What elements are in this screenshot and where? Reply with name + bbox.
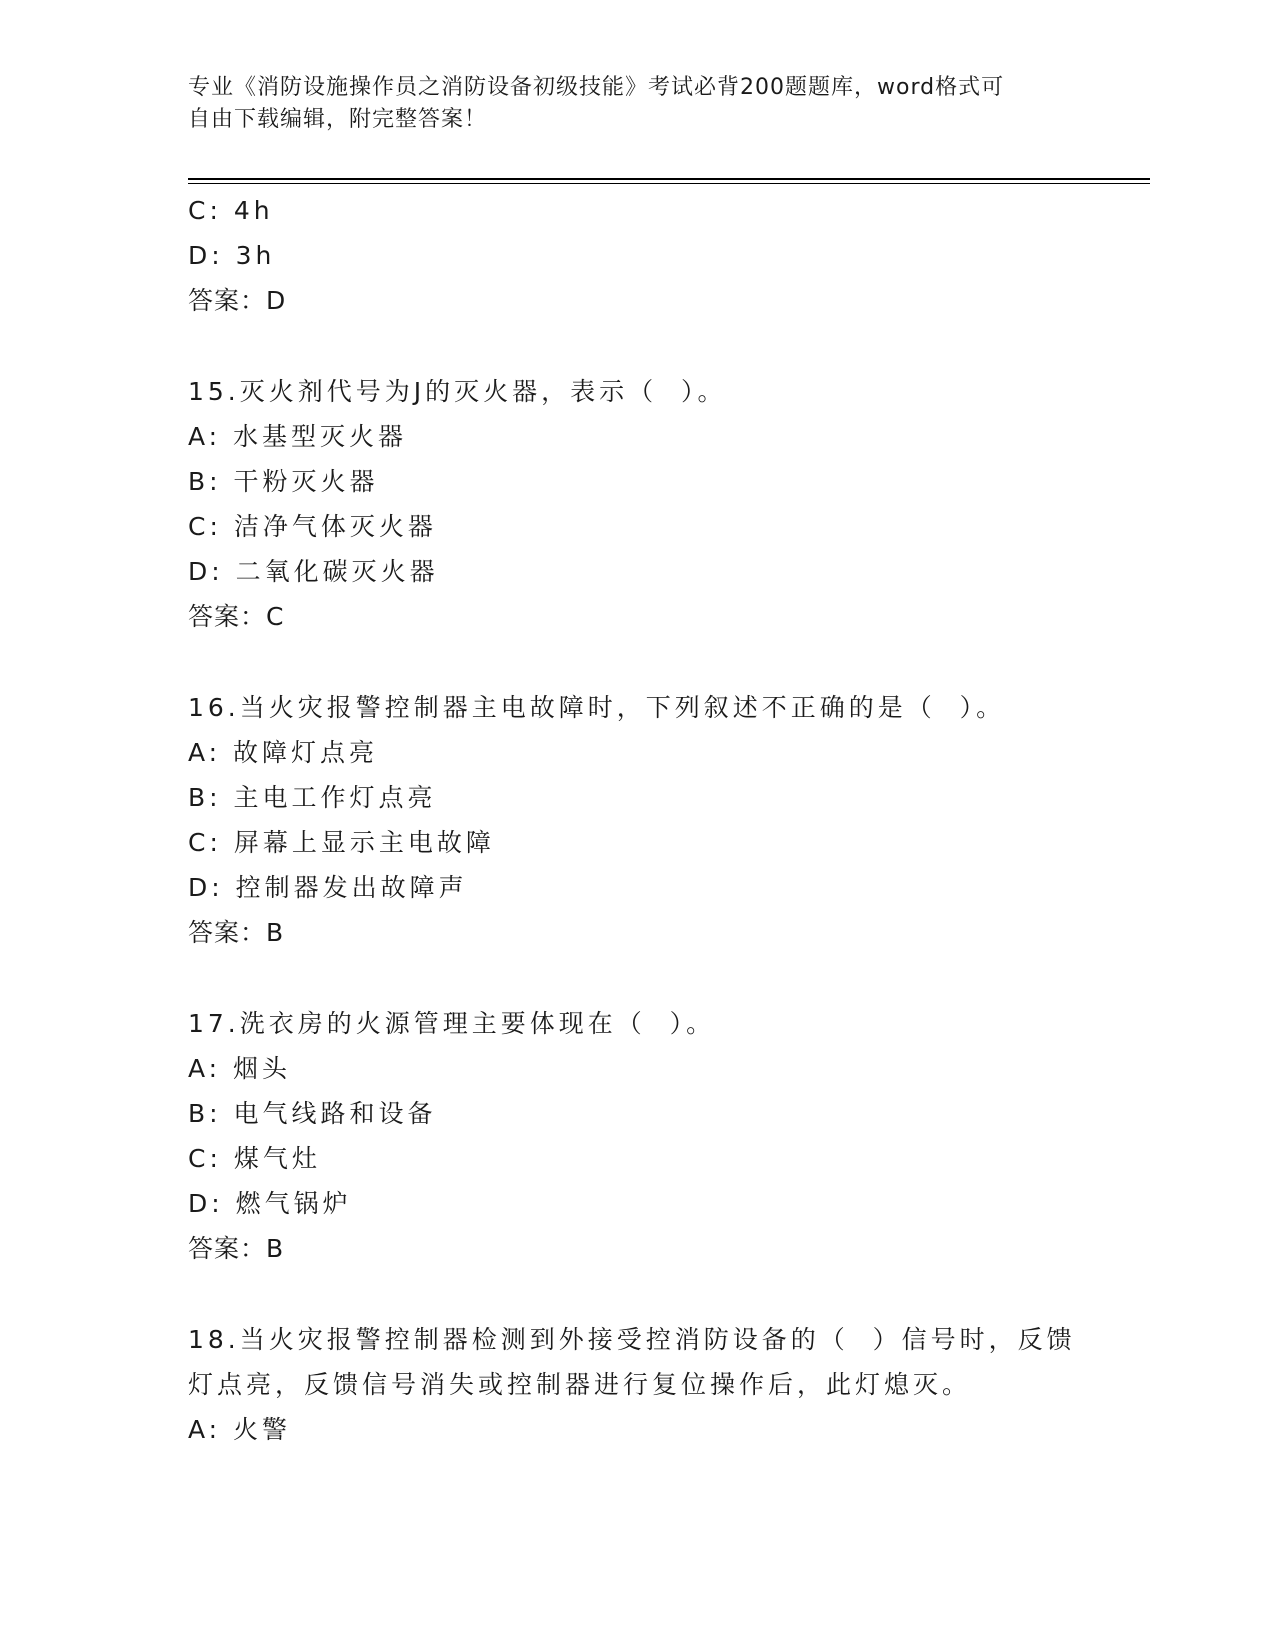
option-d: D: 控制器发出故障声 bbox=[188, 873, 468, 902]
question-15 bbox=[188, 369, 1150, 639]
option-b: B: 主电工作灯点亮 bbox=[188, 783, 437, 812]
option-d: D: 3h bbox=[188, 241, 276, 270]
option-a: A: 水基型灭火器 bbox=[188, 422, 408, 451]
page-header bbox=[188, 72, 1088, 136]
option-c: C: 煤气灶 bbox=[188, 1144, 321, 1173]
header-rule-thick bbox=[188, 178, 1150, 180]
option-c: C: 4h bbox=[188, 196, 274, 225]
option-c: C: 屏幕上显示主电故障 bbox=[188, 828, 495, 857]
option-a: A: 火警 bbox=[188, 1415, 292, 1444]
option-a: A: 故障灯点亮 bbox=[188, 738, 379, 767]
answer-line: 答案：C bbox=[188, 602, 285, 631]
question-16 bbox=[188, 685, 1150, 955]
answer-line: 答案：D bbox=[188, 286, 287, 315]
question-stem-line-1: 18.当火灾报警控制器检测到外接受控消防设备的（ ）信号时，反馈 bbox=[188, 1325, 1076, 1354]
question-stem-line-2: 灯点亮，反馈信号消失或控制器进行复位操作后，此灯熄灭。 bbox=[188, 1370, 972, 1399]
document-body bbox=[188, 188, 1150, 1452]
question-18 bbox=[188, 1317, 1150, 1452]
question-stem: 15.灭火剂代号为J的灭火器，表示（ ）。 bbox=[188, 377, 727, 406]
header-line-2: 自由下载编辑，附完整答案！ bbox=[188, 107, 488, 132]
option-b: B: 电气线路和设备 bbox=[188, 1099, 437, 1128]
option-d: D: 二氧化碳灭火器 bbox=[188, 557, 439, 586]
header-line-1: 专业《消防设施操作员之消防设备初级技能》考试必背200题题库，word格式可 bbox=[188, 75, 1005, 100]
question-14-tail bbox=[188, 188, 1150, 323]
option-b: B: 干粉灭火器 bbox=[188, 467, 379, 496]
answer-line: 答案：B bbox=[188, 918, 285, 947]
header-rule-thin bbox=[188, 183, 1150, 184]
option-d: D: 燃气锅炉 bbox=[188, 1189, 352, 1218]
option-c: C: 洁净气体灭火器 bbox=[188, 512, 437, 541]
answer-line: 答案：B bbox=[188, 1234, 285, 1263]
question-17 bbox=[188, 1001, 1150, 1271]
question-stem: 17.洗衣房的火源管理主要体现在（ ）。 bbox=[188, 1009, 716, 1038]
question-stem: 16.当火灾报警控制器主电故障时，下列叙述不正确的是（ ）。 bbox=[188, 693, 1006, 722]
option-a: A: 烟头 bbox=[188, 1054, 292, 1083]
